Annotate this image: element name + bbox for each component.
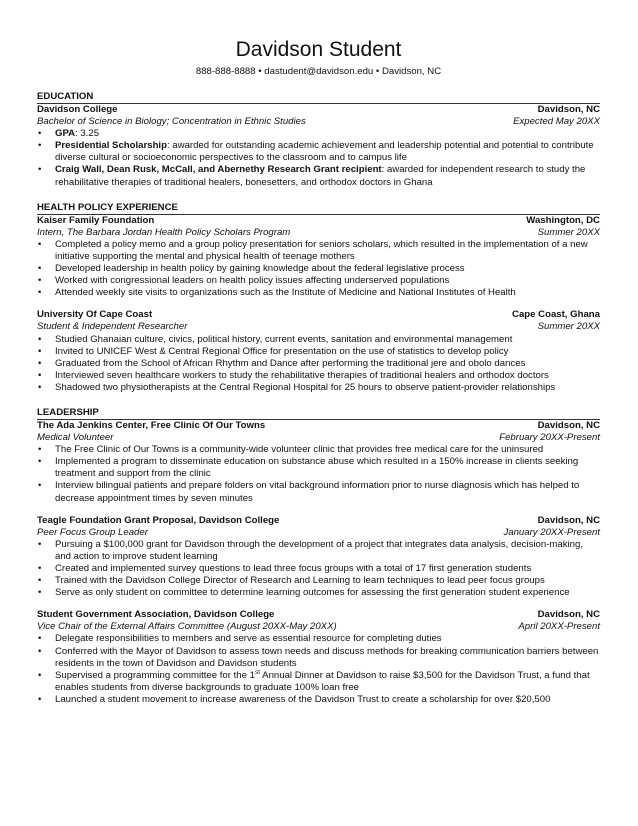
entry-role: Bachelor of Science in Biology; Concentration in Ethnic Studies bbox=[37, 116, 306, 128]
experience-entry bbox=[37, 215, 600, 300]
bullet-item: • Launched a student movement to increase awareness of the Davidson Trust to create a scholarship for over $20,500 bbox=[37, 694, 600, 706]
entry-date: January 20XX-Present bbox=[503, 526, 600, 538]
resume-page bbox=[37, 38, 600, 706]
health-policy-heading: HEALTH POLICY EXPERIENCE bbox=[37, 202, 600, 215]
bullet-item: • Attended weekly site visits to organizations such as the Institute of Medicine and National Institutes of Health bbox=[37, 287, 600, 299]
contact-line: 888-888-8888 • dastudent@davidson.edu • Davidson, NC bbox=[195, 66, 442, 77]
entry-location: Davidson, NC bbox=[537, 419, 600, 431]
entry-org: Student Government Association, Davidson College bbox=[37, 609, 275, 621]
entry-role: Peer Focus Group Leader bbox=[37, 526, 148, 538]
bullet-item: • Pursuing a $100,000 grant for Davidson through the development of a project that integrates data analysis, decision-making, and action to improve student learning bbox=[37, 539, 600, 563]
bullet-item: • Supervised a programming committee for the 1st Annual Dinner at Davidson to raise $3,500 for the Davidson Trust, a fund that enables students from diverse backgrounds to graduate 100% loan free bbox=[37, 670, 600, 694]
bullet-list bbox=[37, 128, 600, 188]
entry-location: Cape Coast, Ghana bbox=[512, 309, 600, 321]
entry-org: University Of Cape Coast bbox=[37, 309, 153, 321]
bullet-item: • Worked with congressional leaders on health policy issues affecting underserved populations bbox=[37, 275, 600, 287]
entry-location: Davidson, NC bbox=[537, 514, 600, 526]
entry-date: Summer 20XX bbox=[537, 321, 600, 333]
bullet-item: • Created and implemented survey questions to lead three focus groups with a total of 17 first generation students bbox=[37, 563, 600, 575]
bullet-item: • Completed a policy memo and a group policy presentation for seniors scholars, which resulted in the implementation of a new initiative supporting the mental and physical health of teenage mothers bbox=[37, 239, 600, 263]
entry-location: Davidson, NC bbox=[537, 104, 600, 115]
bullet-item: • Presidential Scholarship: awarded for outstanding academic achievement and leadership potential and potential to contribute diverse cultural or socioeconomic perspectives to the classroom and to campus life bbox=[37, 140, 600, 164]
bullet-item: • Serve as only student on committee to determine learning outcomes for assessing the first generation student experience bbox=[37, 587, 600, 599]
entry-org: Davidson College bbox=[37, 104, 118, 115]
bullet-list bbox=[37, 539, 600, 599]
leadership-entry bbox=[37, 609, 600, 706]
bullet-list bbox=[37, 334, 600, 394]
entry-date: April 20XX-Present bbox=[518, 621, 600, 633]
bullet-item: • Developed leadership in health policy by gaining knowledge about the federal legislative process bbox=[37, 263, 600, 275]
bullet-item: • Shadowed two physiotherapists at the Central Regional Hospital for 25 hours to observe patient-provider relationships bbox=[37, 382, 600, 394]
bullet-item: • GPA: 3.25 bbox=[37, 128, 600, 140]
candidate-name: Davidson Student bbox=[235, 38, 402, 61]
bullet-item: • Conferred with the Mayor of Davidson to assess town needs and discuss methods for breaking communication barriers between residents in the town of Davidson and Davidson students bbox=[37, 646, 600, 670]
leadership-entry bbox=[37, 420, 600, 505]
bullet-item: • Interviewed seven healthcare workers to study the rehabilitative therapies of traditional healers and orthodox doctors bbox=[37, 370, 600, 382]
entry-date: Expected May 20XX bbox=[513, 116, 600, 128]
bullet-item: • Invited to UNICEF West & Central Regional Office for presentation on the use of statistics to develop policy bbox=[37, 346, 600, 358]
entry-location: Davidson, NC bbox=[537, 609, 600, 621]
bullet-list bbox=[37, 239, 600, 299]
bullet-item: • Graduated from the School of African Rhythm and Dance after performing the traditional jere and obolo dances bbox=[37, 358, 600, 370]
entry-role: Intern, The Barbara Jordan Health Policy Scholars Program bbox=[37, 226, 291, 238]
entry-org: The Ada Jenkins Center, Free Clinic Of Our Towns bbox=[37, 419, 266, 431]
entry-date: Summer 20XX bbox=[537, 226, 600, 238]
bullet-list bbox=[37, 444, 600, 504]
bullet-item: • Implemented a program to disseminate education on substance abuse which resulted in a 150% increase in clients seeking treatment and support from the clinic bbox=[37, 456, 600, 480]
bullet-item: • Trained with the Davidson College Director of Research and Learning to learn techniques to lead peer focus groups bbox=[37, 575, 600, 587]
bullet-item: • Delegate responsibilities to members and serve as essential resource for completing duties bbox=[37, 633, 600, 645]
education-entry bbox=[37, 104, 600, 189]
entry-org: Kaiser Family Foundation bbox=[37, 214, 155, 226]
bullet-list bbox=[37, 633, 600, 706]
experience-entry bbox=[37, 309, 600, 394]
entry-date: February 20XX-Present bbox=[499, 432, 600, 444]
bullet-item: • Interview bilingual patients and prepare folders on vital background information prior to nurse diagnosis which has helped to decrease appointment times by seven minutes bbox=[37, 480, 600, 504]
entry-role: Vice Chair of the External Affairs Committee (August 20XX-May 20XX) bbox=[37, 621, 337, 633]
bullet-item: • Craig Wall, Dean Rusk, McCall, and Abernethy Research Grant recipient: awarded for independent research to study the rehabilitative therapies of traditional healers, bonesetters, and orthodox doctors in Ghana bbox=[37, 164, 600, 188]
bullet-item: • The Free Clinic of Our Towns is a community-wide volunteer clinic that provides free medical care for the uninsured bbox=[37, 444, 600, 456]
leadership-heading: LEADERSHIP bbox=[37, 407, 600, 420]
entry-role: Student & Independent Researcher bbox=[37, 321, 188, 333]
entry-role: Medical Volunteer bbox=[37, 432, 114, 444]
entry-location: Washington, DC bbox=[526, 214, 600, 226]
education-heading: EDUCATION bbox=[37, 91, 600, 104]
entry-org: Teagle Foundation Grant Proposal, Davidson College bbox=[37, 514, 280, 526]
bullet-item: • Studied Ghanaian culture, civics, political history, current events, sanitation and environmental management bbox=[37, 334, 600, 346]
leadership-entry bbox=[37, 515, 600, 600]
